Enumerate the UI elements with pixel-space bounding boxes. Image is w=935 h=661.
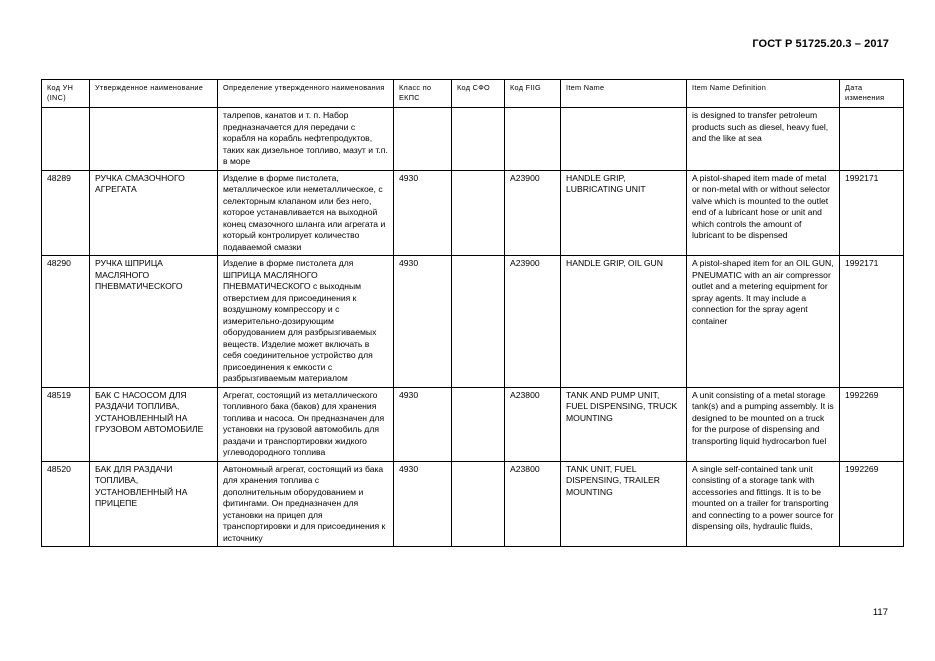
table-row: [42, 461, 904, 547]
column-header-class: Класс по ЕКПС: [394, 80, 452, 108]
table-row: [42, 387, 904, 461]
cell-item-definition: A pistol-shaped item made of metal or non-metal with or without selector valve which is mounted to the outlet end of a lubricant hose or unit and which controls the amount of lubricant to be dispensed: [687, 170, 840, 256]
cell-approved-name: БАК С НАСОСОМ ДЛЯ РАЗДАЧИ ТОПЛИВА, УСТАНОВЛЕННЫЙ НА ГРУЗОВОМ АВТОМОБИЛЕ: [90, 387, 218, 461]
cell-inc: 48519: [42, 387, 90, 461]
cell-approved-name: [90, 108, 218, 171]
column-header-sfo: Код СФО: [452, 80, 505, 108]
page-number: 117: [872, 607, 888, 618]
cell-approved-name: РУЧКА ШПРИЦА МАСЛЯНОГО ПНЕВМАТИЧЕСКОГО: [90, 256, 218, 388]
cell-inc: 48289: [42, 170, 90, 256]
cell-inc: 48520: [42, 461, 90, 547]
cell-fiig: [505, 108, 561, 171]
cell-inc: [42, 108, 90, 171]
cell-fiig: A23900: [505, 256, 561, 388]
cell-class: 4930: [394, 387, 452, 461]
cell-item-name: HANDLE GRIP, LUBRICATING UNIT: [561, 170, 687, 256]
cell-date: 1992269: [840, 461, 904, 547]
cell-item-name: TANK UNIT, FUEL DISPENSING, TRAILER MOUNTING: [561, 461, 687, 547]
column-header-definition: Определение утвержденного наименования: [218, 80, 394, 108]
table-header-row: [42, 80, 904, 108]
cell-definition: талрепов, канатов и т. п. Набор предназначается для передачи с корабля на корабль нефтепродуктов, таких как дизельное топливо, мазут и т.п. в море: [218, 108, 394, 171]
cell-fiig: A23900: [505, 170, 561, 256]
document-header: ГОСТ Р 51725.20.3 – 2017: [752, 38, 889, 50]
cell-inc: 48290: [42, 256, 90, 388]
cell-sfo: [452, 108, 505, 171]
cell-sfo: [452, 387, 505, 461]
column-header-inc: Код УН (INC): [42, 80, 90, 108]
cell-approved-name: РУЧКА СМАЗОЧНОГО АГРЕГАТА: [90, 170, 218, 256]
cell-definition: Изделие в форме пистолета, металлическое или неметаллическое, с селекторным клапаном или без него, которое устанавливается на выходной конец смазочного шланга или агрегата и который контролирует количество подаваемой смазки: [218, 170, 394, 256]
cell-fiig: A23800: [505, 387, 561, 461]
cell-definition: Изделие в форме пистолета для ШПРИЦА МАСЛЯНОГО ПНЕВМАТИЧЕСКОГО с выходным отверстием для присоединения к воздушному компрессору и с измерительно-дозирующим оборудованием для разбрызгиваемых веществ. Изделие может включать в себя соединительное устройство для присоединения к емкости с разбрызгиваемым материалом: [218, 256, 394, 388]
cell-item-name: [561, 108, 687, 171]
cell-item-definition: is designed to transfer petroleum products such as diesel, heavy fuel, and the like at sea: [687, 108, 840, 171]
cell-class: 4930: [394, 461, 452, 547]
cell-item-name: TANK AND PUMP UNIT, FUEL DISPENSING, TRUCK MOUNTING: [561, 387, 687, 461]
cell-sfo: [452, 170, 505, 256]
cell-item-definition: A single self-contained tank unit consisting of a storage tank with accessories and fittings. It is to be mounted on a trailer for transporting and connecting to a power source for dispensing oils, hydraulic fluids,: [687, 461, 840, 547]
column-header-item-name: Item Name: [561, 80, 687, 108]
cell-sfo: [452, 461, 505, 547]
column-header-approved-name: Утвержденное наименование: [90, 80, 218, 108]
cell-date: 1992269: [840, 387, 904, 461]
cell-item-definition: A unit consisting of a metal storage tank(s) and a pumping assembly. It is designed to be mounted on a truck for the purpose of dispensing and transporting liquid hydrocarbon fuel: [687, 387, 840, 461]
table-row: [42, 256, 904, 388]
table-row: [42, 170, 904, 256]
cell-class: [394, 108, 452, 171]
cell-class: 4930: [394, 256, 452, 388]
cell-item-name: HANDLE GRIP, OIL GUN: [561, 256, 687, 388]
cell-item-definition: A pistol-shaped item for an OIL GUN, PNEUMATIC with an air compressor outlet and a metering equipment for spray agents. It may include a connection for the spray agent container: [687, 256, 840, 388]
cell-definition: Агрегат, состоящий из металлического топливного бака (баков) для хранения топлива и насоса. Он предназначен для установки на грузовой автомобиль для раздачи и транспортировки жидкого углеводородного топлива: [218, 387, 394, 461]
data-table: [41, 79, 904, 547]
cell-fiig: A23800: [505, 461, 561, 547]
column-header-change-date: Дата изменения: [840, 80, 904, 108]
cell-sfo: [452, 256, 505, 388]
cell-date: 1992171: [840, 256, 904, 388]
column-header-item-name-definition: Item Name Definition: [687, 80, 840, 108]
cell-approved-name: БАК ДЛЯ РАЗДАЧИ ТОПЛИВА, УСТАНОВЛЕННЫЙ НА ПРИЦЕПЕ: [90, 461, 218, 547]
table-row: [42, 108, 904, 171]
cell-date: [840, 108, 904, 171]
cell-class: 4930: [394, 170, 452, 256]
cell-definition: Автономный агрегат, состоящий из бака для хранения топлива с дополнительным оборудованием и фитингами. Он предназначен для установки на прицеп для транспортировки и для присоединения к источнику: [218, 461, 394, 547]
column-header-fiig: Код FIIG: [505, 80, 561, 108]
cell-date: 1992171: [840, 170, 904, 256]
